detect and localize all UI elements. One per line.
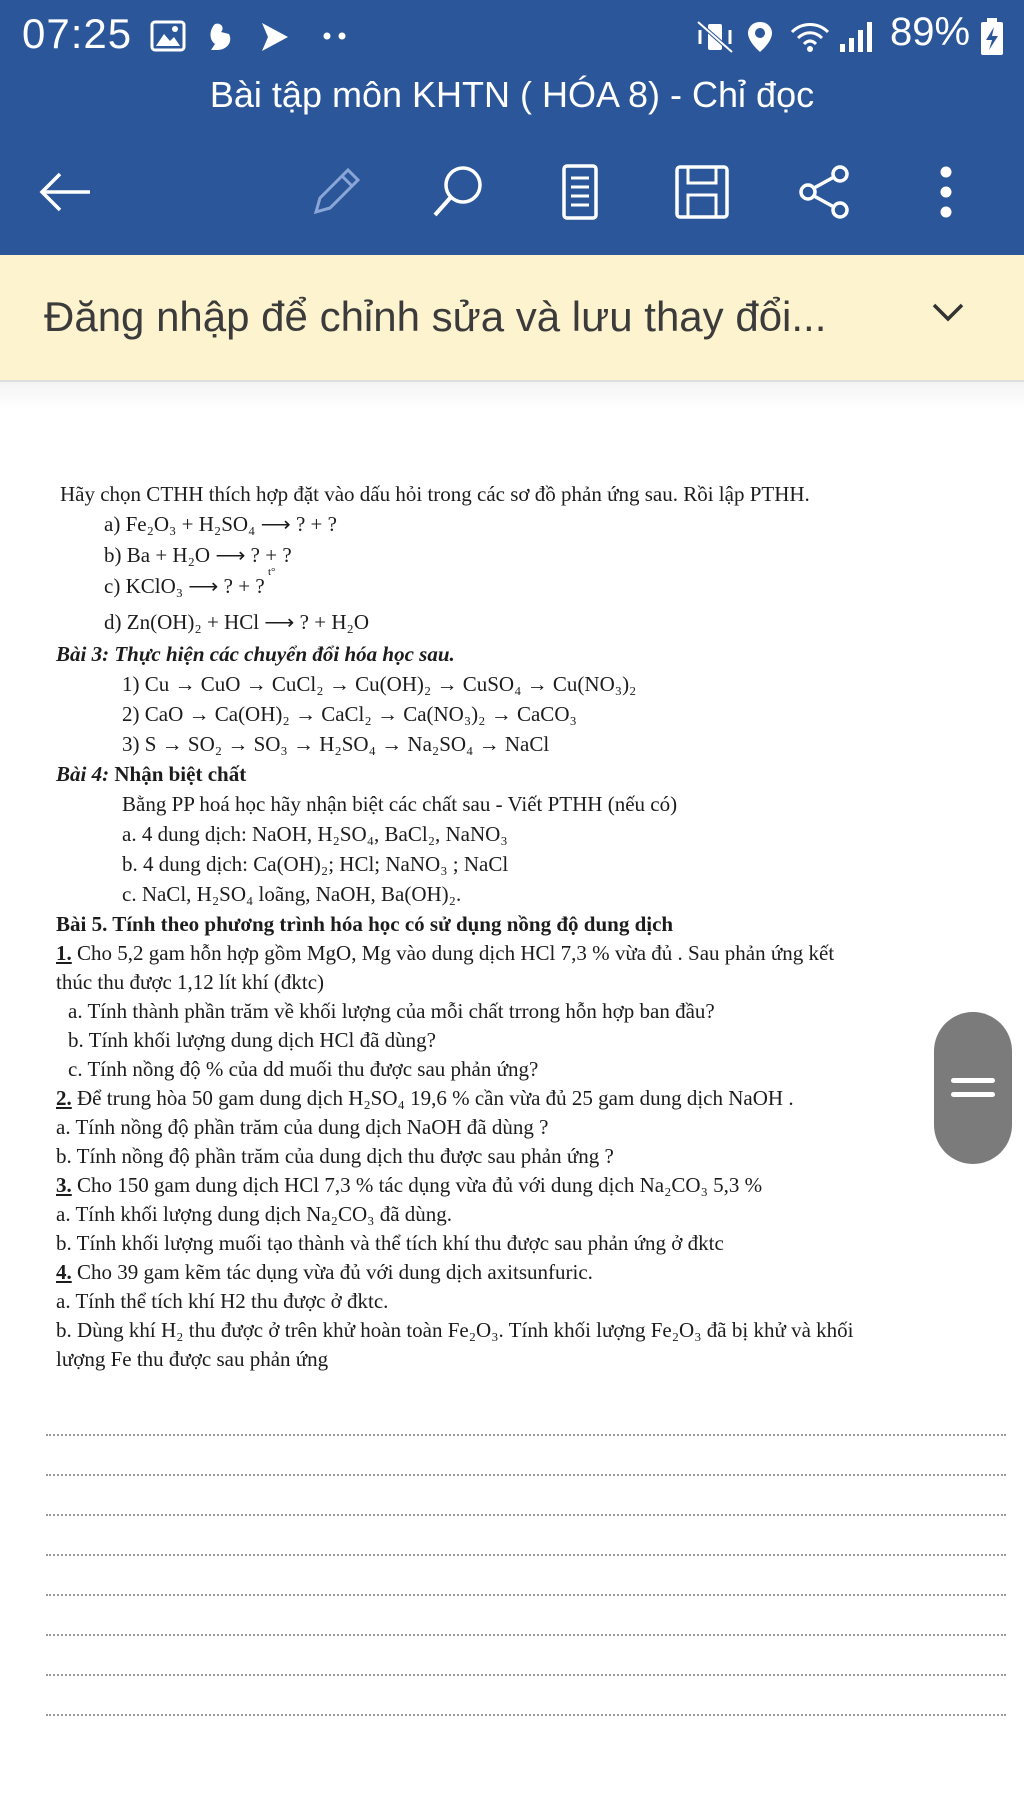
bai5-heading: Bài 5. Tính theo phương trình hóa học có sử dụng nồng độ dung dịch (56, 912, 674, 936)
bird-icon (205, 20, 235, 59)
status-time: 07:25 (22, 10, 133, 57)
location-icon (746, 20, 774, 59)
back-arrow-icon (38, 170, 94, 214)
edit-pencil-icon (308, 164, 364, 220)
q4-number: 4. (56, 1260, 72, 1284)
edit-button[interactable] (304, 160, 368, 224)
q2-text: Để trung hòa 50 gam dung dịch H₂SO₄ 19,6 % cần vừa đủ 25 gam dung dịch NaOH . (71, 1086, 794, 1110)
play-icon (258, 20, 292, 59)
save-icon (673, 163, 731, 221)
bai4-heading (56, 762, 246, 787)
answer-line (46, 1674, 1006, 1676)
more-dots-icon (322, 28, 348, 46)
status-bar (0, 0, 1024, 72)
battery-percent: 89% (890, 10, 971, 54)
bai4-item-b: b. 4 dung dịch: Ca(OH)₂; HCl; NaNO₃ ; NaCl (122, 852, 509, 876)
scroll-grip-line (951, 1078, 995, 1083)
bai5-q3-b: b. Tính khối lượng muối tạo thành và thể tích khí thu được sau phản ứng ở đktc (56, 1231, 724, 1255)
chevron-down-icon[interactable] (930, 300, 966, 329)
answer-line (46, 1634, 1006, 1636)
bai4-heading-title: Nhận biệt chất (109, 762, 247, 786)
reading-view-icon (558, 162, 602, 222)
divider (0, 380, 1024, 410)
bai5-q2-a: a. Tính nồng độ phần trăm của dung dịch NaOH đã dùng ? (56, 1115, 549, 1139)
bai3-chain-1: 1) Cu → CuO → CuCl₂ → Cu(OH)₂ → CuSO₄ → Cu(NO₃)₂ (122, 672, 637, 696)
battery-charging-icon (980, 18, 1004, 61)
q1-text: Cho 5,2 gam hỗn hợp gồm MgO, Mg vào dung dịch HCl 7,3 % vừa đủ . Sau phản ứng kết (71, 941, 835, 965)
bai5-q1-c: c. Tính nồng độ % của dd muối thu được sau phản ứng? (68, 1057, 539, 1081)
bai4-item-a: a. 4 dung dịch: NaOH, H₂SO₄, BaCl₂, NaNO₃ (122, 822, 508, 846)
wifi-icon (788, 20, 832, 59)
answer-line (46, 1514, 1006, 1516)
answer-line (46, 1594, 1006, 1596)
bai5-q1-line2: thúc thu được 1,12 lít khí (đktc) (56, 970, 325, 994)
share-icon (796, 164, 852, 220)
bai5-q4-line1 (56, 1260, 593, 1285)
search-icon (429, 163, 487, 221)
answer-line (46, 1714, 1006, 1716)
bai3-heading: Bài 3: Thực hiện các chuyển đổi hóa học sau. (56, 642, 455, 666)
bai5-q3-a: a. Tính khối lượng dung dịch Na₂CO₃ đã dùng. (56, 1202, 453, 1226)
back-button[interactable] (34, 160, 98, 224)
bai5-q1-line1 (56, 941, 834, 966)
mute-vibrate-icon (696, 20, 736, 59)
bai5-q3-line1 (56, 1173, 762, 1198)
answer-line (46, 1474, 1006, 1476)
more-options-button[interactable] (914, 160, 978, 224)
bai5-q2-b: b. Tính nồng độ phần trăm của dung dịch thu được sau phản ứng ? (56, 1144, 614, 1168)
bai4-description: Bằng PP hoá học hãy nhận biệt các chất sau - Viết PTHH (nếu có) (122, 792, 678, 816)
document-page (0, 408, 1024, 1820)
bai5-q4-a: a. Tính thể tích khí H2 thu được ở đktc. (56, 1289, 389, 1313)
answer-line (46, 1554, 1006, 1556)
bai4-item-c: c. NaCl, H₂SO₄ loãng, NaOH, Ba(OH)₂. (122, 882, 462, 906)
q4-text: Cho 39 gam kẽm tác dụng vừa đủ với dung dịch axitsunfuric. (71, 1260, 593, 1284)
reaction-a: a) Fe₂O₃ + H₂SO₄ ⟶ ? + ? (104, 512, 337, 536)
bai5-q4-b-line1: b. Dùng khí H₂ thu được ở trên khử hoàn toàn Fe₂O₃. Tính khối lượng Fe₂O₃ đã bị khử và khối (56, 1318, 854, 1342)
signal-icon (836, 20, 876, 59)
exercise-intro: Hãy chọn CTHH thích hợp đặt vào dấu hỏi trong các sơ đồ phản ứng sau. Rồi lập PTHH. (60, 482, 810, 506)
reading-view-button[interactable] (548, 160, 612, 224)
app-header (0, 0, 1024, 255)
search-button[interactable] (426, 160, 490, 224)
reaction-condition: t° (268, 566, 276, 578)
bai5-q4-b-line2: lượng Fe thu được sau phản ứng (56, 1347, 329, 1371)
q3-number: 3. (56, 1173, 72, 1197)
sign-in-banner-text[interactable]: Đăng nhập để chỉnh sửa và lưu thay đổi... (44, 293, 827, 340)
gallery-icon (150, 20, 186, 57)
reaction-b: b) Ba + H₂O ⟶ ? + ? (104, 543, 292, 567)
q3-text: Cho 150 gam dung dịch HCl 7,3 % tác dụng vừa đủ với dung dịch Na₂CO₃ 5,3 % (71, 1173, 763, 1197)
save-button[interactable] (670, 160, 734, 224)
q1-number: 1. (56, 941, 72, 965)
reaction-d: d) Zn(OH)₂ + HCl ⟶ ? + H₂O (104, 610, 369, 634)
more-vert-icon (936, 164, 956, 220)
bai3-chain-2: 2) CaO → Ca(OH)₂ → CaCl₂ → Ca(NO₃)₂ → CaCO₃ (122, 702, 577, 726)
scroll-grip-line (951, 1092, 995, 1097)
bai5-q1-a: a. Tính thành phần trăm về khối lượng của mỗi chất trrong hỗn hợp ban đầu? (68, 999, 715, 1023)
share-button[interactable] (792, 160, 856, 224)
bai4-heading-label: Bài 4: (56, 762, 110, 786)
bai3-chain-3: 3) S → SO₂ → SO₃ → H₂SO₄ → Na₂SO₄ → NaCl (122, 732, 550, 756)
sign-in-banner[interactable] (0, 255, 1024, 381)
q2-number: 2. (56, 1086, 72, 1110)
scroll-handle[interactable] (934, 1012, 1012, 1164)
bai5-q1-b: b. Tính khối lượng dung dịch HCl đã dùng? (68, 1028, 436, 1052)
document-title: Bài tập môn KHTN ( HÓA 8) - Chỉ đọc (209, 74, 815, 115)
answer-line (46, 1434, 1006, 1436)
reaction-c: c) KClO₃ ⟶ ? + ? (104, 574, 265, 598)
bai5-q2-line1 (56, 1086, 794, 1111)
